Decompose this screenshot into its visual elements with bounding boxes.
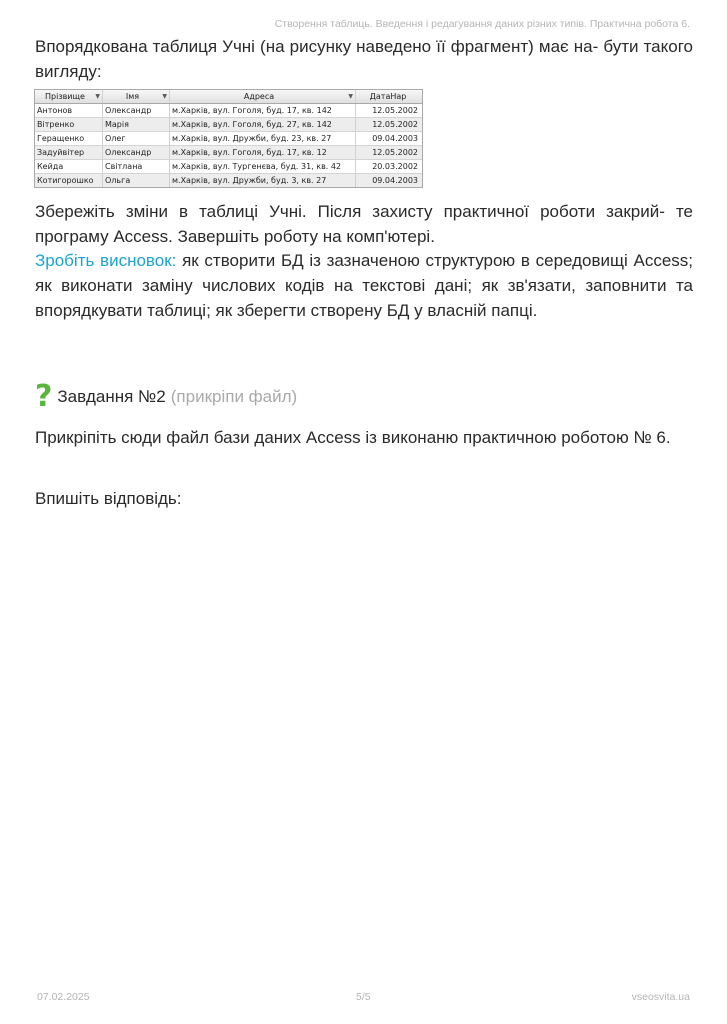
- cell-birthdate: 09.04.2003: [372, 176, 418, 185]
- cell-surname: Котигорошко: [35, 174, 103, 187]
- cell-address: м.Харків, вул. Гоголя, буд. 27, кв. 142: [170, 118, 356, 131]
- students-table: [34, 89, 423, 188]
- sort-arrow-icon: ▼: [95, 93, 100, 100]
- task-description: Прикріпіть сюди файл бази даних Access із виконаню практичною роботою № 6.: [35, 428, 671, 447]
- page-header: Створення таблиць. Введення і редагування даних різних типів. Практична робота 6.: [274, 18, 690, 30]
- intro-paragraph: Впорядкована таблиця Учні (на рисунку наведено її фрагмент) має на- бути такого вигляду:: [35, 37, 693, 81]
- cell-birthdate: 12.05.2002: [372, 106, 418, 115]
- table-row: [35, 146, 422, 160]
- conclusion-label: Зробіть висновок:: [35, 251, 177, 270]
- cell-address: м.Харків, вул. Тургенєва, буд. 31, кв. 42: [170, 160, 356, 173]
- question-icon: ?: [35, 379, 53, 414]
- table-row: [35, 118, 422, 132]
- cell-surname: Кейда: [35, 160, 103, 173]
- table-row: [35, 132, 422, 146]
- conclusion-paragraph: [35, 248, 693, 323]
- page-number: 5/5: [356, 991, 371, 1003]
- cell-surname: Антонов: [35, 104, 103, 117]
- cell-address: м.Харків, вул. Дружби, буд. 3, кв. 27: [170, 174, 356, 187]
- cell-birthdate: 12.05.2002: [372, 120, 418, 129]
- sort-arrow-icon: ▼: [162, 93, 167, 100]
- task-note: (прикріпи файл): [170, 387, 298, 406]
- conclusion-text: як створити БД із зазначеною структурою в середовищі Access; як виконати заміну числових кодів на текстові дані; як зв'язати, заповнити та впорядкувати таблиці; як зберегти створену БД у власній папці.: [35, 251, 693, 320]
- column-header-address[interactable]: Адреса ▼: [170, 90, 356, 103]
- cell-address: м.Харків, вул. Гоголя, буд. 17, кв. 142: [170, 104, 356, 117]
- dropdown-arrow-icon: ▼: [348, 93, 353, 100]
- cell-birthdate: 09.04.2003: [372, 134, 418, 143]
- cell-birthdate: 20.03.2002: [372, 162, 418, 171]
- task-title: Завдання №2: [57, 387, 166, 406]
- footer-date: 07.02.2025: [37, 991, 90, 1003]
- column-header-name[interactable]: Імя ▼: [103, 90, 170, 103]
- cell-name: Олександр: [103, 104, 170, 117]
- cell-address: м.Харків, вул. Дружби, буд. 23, кв. 27: [170, 132, 356, 145]
- cell-name: Олег: [103, 132, 170, 145]
- cell-name: Світлана: [103, 160, 170, 173]
- cell-name: Ольга: [103, 174, 170, 187]
- column-header-birthdate[interactable]: ДатаНар: [369, 92, 407, 101]
- cell-surname: Задуйвітер: [35, 146, 103, 159]
- cell-birthdate: 12.05.2002: [372, 148, 418, 157]
- table-row: [35, 174, 422, 187]
- answer-label: Впишіть відповідь:: [35, 489, 182, 508]
- table-row: [35, 160, 422, 174]
- task-heading: [35, 379, 298, 414]
- table-row: [35, 104, 422, 118]
- cell-surname: Вітренко: [35, 118, 103, 131]
- table-header-row: [35, 90, 422, 104]
- cell-name: Марія: [103, 118, 170, 131]
- footer-site-link[interactable]: vseosvita.ua: [631, 991, 690, 1003]
- column-header-surname[interactable]: Прізвище ▼: [35, 90, 103, 103]
- cell-address: м.Харків, вул. Гоголя, буд. 17, кв. 12: [170, 146, 356, 159]
- cell-surname: Геращенко: [35, 132, 103, 145]
- cell-name: Олександр: [103, 146, 170, 159]
- save-paragraph: Збережіть зміни в таблиці Учні. Після захисту практичної роботи закрий- те програму Access. Завершіть роботу на комп'ютері.: [35, 202, 693, 246]
